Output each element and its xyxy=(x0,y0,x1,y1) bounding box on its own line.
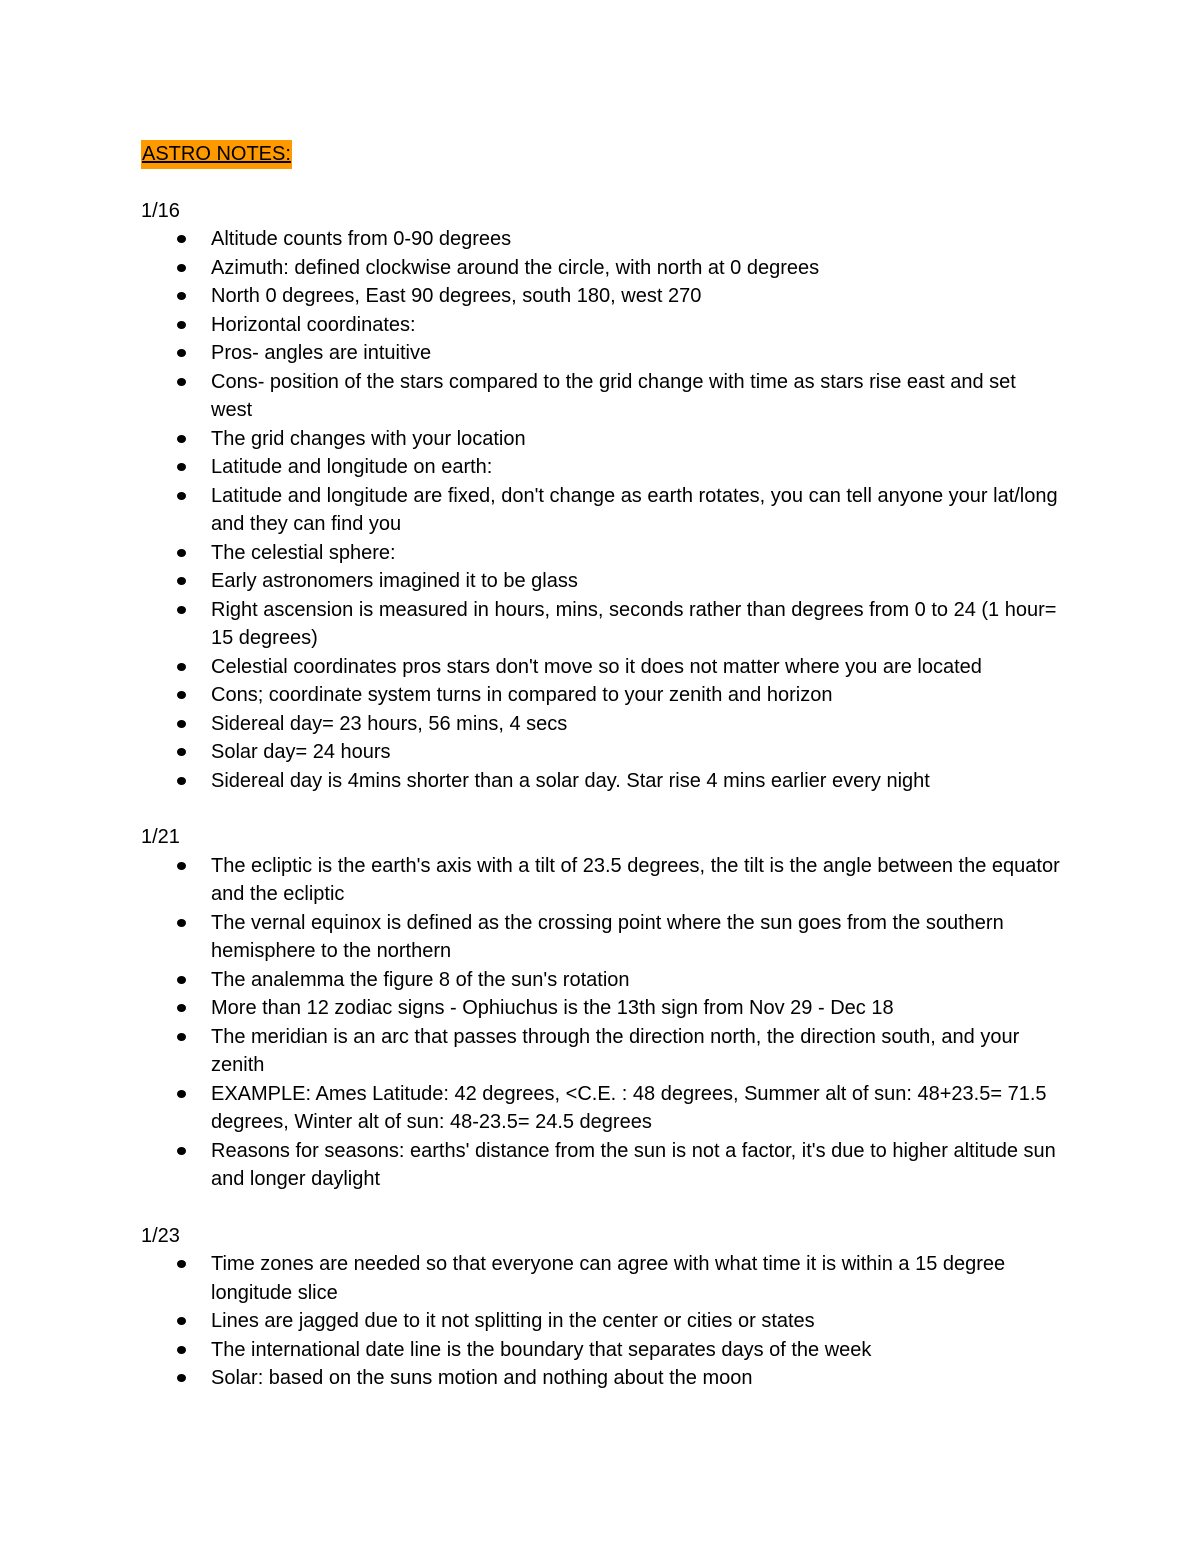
list-item xyxy=(211,1137,1061,1194)
notes-section-1-16 xyxy=(141,197,1061,796)
document-page xyxy=(141,140,1061,1421)
list-item xyxy=(211,539,1061,568)
bullet-list xyxy=(141,1250,1061,1393)
list-item xyxy=(211,710,1061,739)
bullet-icon xyxy=(177,378,186,386)
list-item-text: Solar day= 24 hours xyxy=(211,741,391,763)
list-item-text: The meridian is an arc that passes through the direction north, the direction south, and your zenith xyxy=(211,1025,1020,1076)
list-item-text: Lines are jagged due to it not splitting in the center or cities or states xyxy=(211,1310,815,1332)
bullet-icon xyxy=(177,264,186,272)
bullet-icon xyxy=(177,1004,186,1012)
bullet-icon xyxy=(177,349,186,357)
section-date: 1/21 xyxy=(141,826,180,848)
list-item xyxy=(211,738,1061,767)
list-item xyxy=(211,596,1061,653)
bullet-icon xyxy=(177,606,186,614)
list-item xyxy=(211,339,1061,368)
bullet-icon xyxy=(177,1346,186,1354)
list-item xyxy=(211,909,1061,966)
list-item xyxy=(211,966,1061,995)
list-item-text: Celestial coordinates pros stars don't move so it does not matter where you are located xyxy=(211,655,982,678)
list-item xyxy=(211,225,1061,254)
bullet-icon xyxy=(177,1260,186,1268)
list-item-text: North 0 degrees, East 90 degrees, south 180, west 270 xyxy=(211,285,702,307)
bullet-icon xyxy=(177,720,186,728)
list-item xyxy=(211,368,1061,425)
title-row xyxy=(141,140,1061,197)
list-item-text: Latitude and longitude on earth: xyxy=(211,456,493,478)
list-item-text: Right ascension is measured in hours, mins, seconds rather than degrees from 0 to 24 (1 hour= 15 degrees) xyxy=(211,598,1057,649)
bullet-icon xyxy=(177,321,186,329)
list-item xyxy=(211,994,1061,1023)
list-item xyxy=(211,1250,1061,1307)
list-item-text: More than 12 zodiac signs - Ophiuchus is the 13th sign from Nov 29 - Dec 18 xyxy=(211,997,894,1019)
list-item xyxy=(211,453,1061,482)
list-item-text: The grid changes with your location xyxy=(211,427,526,450)
list-item-text: Azimuth: defined clockwise around the circle, with north at 0 degrees xyxy=(211,256,820,279)
list-item-text: EXAMPLE: Ames Latitude: 42 degrees, <C.E. : 48 degrees, Summer alt of sun: 48+23.5= 71.5 degrees, Winter alt of sun: 48-23.5= 24.5 degrees xyxy=(211,1082,1047,1133)
list-item-text: Pros- angles are intuitive xyxy=(211,342,432,364)
list-item xyxy=(211,1307,1061,1336)
list-item xyxy=(211,1364,1061,1393)
bullet-icon xyxy=(177,435,186,443)
list-item xyxy=(211,1080,1061,1137)
list-item-text: The vernal equinox is defined as the crossing point where the sun goes from the southern hemisphere to the northern xyxy=(211,911,1004,962)
bullet-icon xyxy=(177,1147,186,1155)
bullet-icon xyxy=(177,1374,186,1382)
list-item xyxy=(211,482,1061,539)
bullet-icon xyxy=(177,463,186,471)
bullet-list xyxy=(141,225,1061,795)
list-item-text: Latitude and longitude are fixed, don't change as earth rotates, you can tell anyone your lat/long and they can find you xyxy=(211,484,1058,535)
list-item-text: The analemma the figure 8 of the sun's rotation xyxy=(211,968,630,991)
list-item-text: Cons; coordinate system turns in compared to your zenith and horizon xyxy=(211,684,833,706)
list-item-text: Reasons for seasons: earths' distance from the sun is not a factor, it's due to higher altitude sun and longer daylight xyxy=(211,1139,1056,1190)
list-item xyxy=(211,1023,1061,1080)
bullet-icon xyxy=(177,235,186,243)
bullet-icon xyxy=(177,691,186,699)
bullet-icon xyxy=(177,492,186,500)
section-date: 1/23 xyxy=(141,1224,180,1247)
bullet-icon xyxy=(177,1317,186,1325)
list-item-text: The ecliptic is the earth's axis with a tilt of 23.5 degrees, the tilt is the angle between the equator and the ecliptic xyxy=(211,854,1060,905)
bullet-icon xyxy=(177,976,186,984)
list-item-text: Horizontal coordinates: xyxy=(211,313,416,336)
list-item xyxy=(211,567,1061,596)
doc-title: ASTRO NOTES: xyxy=(141,140,292,169)
list-item-text: Sidereal day is 4mins shorter than a solar day. Star rise 4 mins earlier every night xyxy=(211,769,930,792)
bullet-list xyxy=(141,852,1061,1194)
list-item-text: Solar: based on the suns motion and nothing about the moon xyxy=(211,1367,753,1389)
section-date: 1/16 xyxy=(141,199,180,222)
list-item-text: The international date line is the boundary that separates days of the week xyxy=(211,1338,872,1361)
list-item-text: Early astronomers imagined it to be glass xyxy=(211,570,578,592)
bullet-icon xyxy=(177,577,186,585)
list-item-text: Cons- position of the stars compared to the grid change with time as stars rise east and set west xyxy=(211,370,1016,421)
notes-section-1-21 xyxy=(141,823,1061,1194)
list-item xyxy=(211,425,1061,454)
list-item xyxy=(211,767,1061,796)
list-item-text: Sidereal day= 23 hours, 56 mins, 4 secs xyxy=(211,712,568,735)
list-item xyxy=(211,1336,1061,1365)
bullet-icon xyxy=(177,1033,186,1041)
list-item-text: Time zones are needed so that everyone can agree with what time it is within a 15 degree longitude slice xyxy=(211,1253,1006,1304)
bullet-icon xyxy=(177,777,186,785)
bullet-icon xyxy=(177,748,186,756)
bullet-icon xyxy=(177,549,186,557)
list-item xyxy=(211,852,1061,909)
bullet-icon xyxy=(177,862,186,870)
list-item xyxy=(211,653,1061,682)
bullet-icon xyxy=(177,663,186,671)
bullet-icon xyxy=(177,1090,186,1098)
list-item xyxy=(211,311,1061,340)
list-item xyxy=(211,282,1061,311)
list-item xyxy=(211,254,1061,283)
notes-section-1-23 xyxy=(141,1222,1061,1393)
list-item-text: The celestial sphere: xyxy=(211,541,396,564)
bullet-icon xyxy=(177,292,186,300)
list-item-text: Altitude counts from 0-90 degrees xyxy=(211,228,512,250)
bullet-icon xyxy=(177,919,186,927)
list-item xyxy=(211,681,1061,710)
